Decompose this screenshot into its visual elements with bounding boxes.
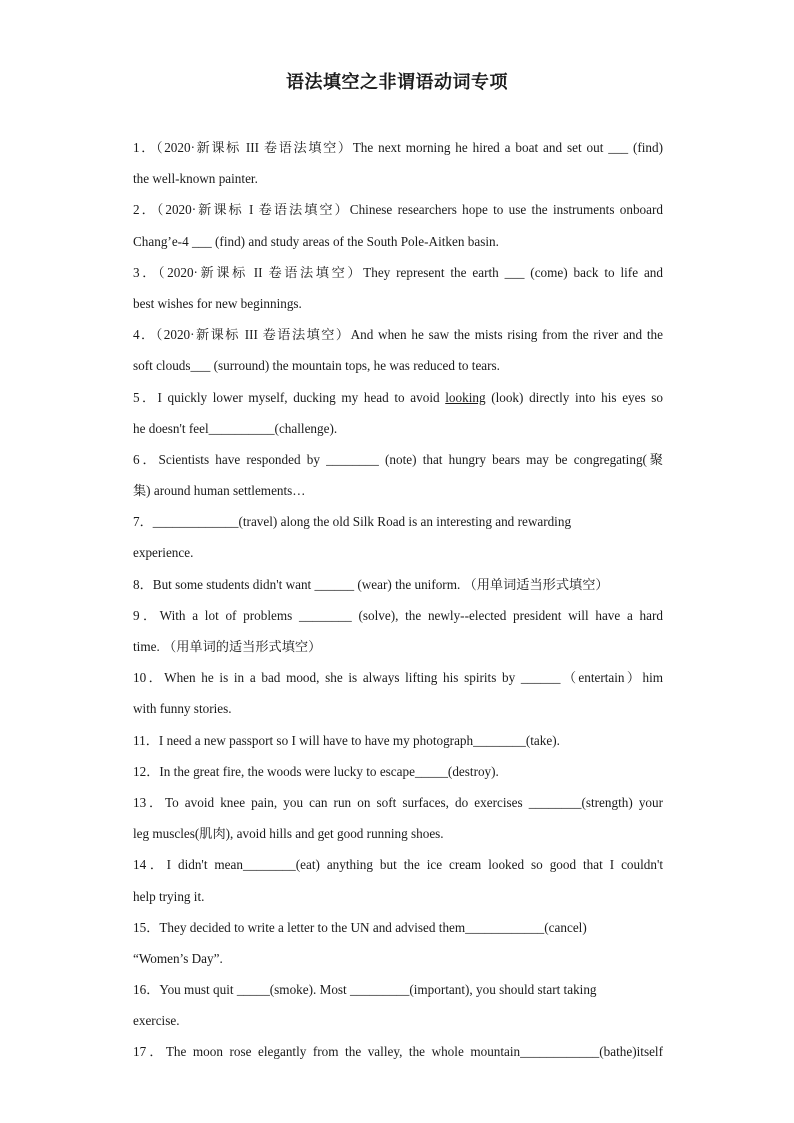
question-line: 6．Scientists have responded by ________ (note) that hungry bears may be congregating(聚	[133, 451, 663, 467]
question-line: time. （用单词的适当形式填空）	[133, 639, 322, 654]
question-line: exercise.	[133, 1013, 180, 1029]
question-line	[133, 382, 663, 413]
question-line: best wishes for new beginnings.	[133, 295, 302, 311]
question-line: experience.	[133, 545, 194, 561]
question-line: 10．When he is in a bad mood, she is always lifting his spirits by ______（entertain）him	[133, 670, 663, 686]
example-answer: looking	[445, 389, 486, 405]
question-text: (look) directly into his eyes so	[485, 389, 663, 405]
question-line: leg muscles(肌肉), avoid hills and get good running shoes.	[133, 826, 444, 842]
question-line: 集) around human settlements…	[133, 483, 306, 499]
question-line: 15．They decided to write a letter to the UN and advised them____________(cancel)	[133, 919, 587, 935]
question-line: he doesn't feel__________(challenge).	[133, 420, 338, 436]
question-line: the well-known painter.	[133, 171, 258, 187]
question-line: 17．The moon rose elegantly from the valley, the whole mountain____________(bathe)itself	[133, 1044, 663, 1060]
question-line: 12．In the great fire, the woods were lucky to escape_____(destroy).	[133, 763, 499, 779]
question-line: 4．（2020·新课标 III 卷语法填空）And when he saw the mists rising from the river and the	[133, 327, 663, 343]
question-line: 14．I didn't mean________(eat) anything but the ice cream looked so good that I couldn't	[133, 857, 663, 873]
question-line: Chang’e-4 ___ (find) and study areas of the South Pole-Aitken basin.	[133, 233, 499, 249]
question-line: 7．_____________(travel) along the old Silk Road is an interesting and rewarding	[133, 514, 572, 530]
question-line: 8．But some students didn't want ______ (wear) the uniform. （用单词适当形式填空）	[133, 576, 609, 592]
exercise-list	[133, 132, 663, 1068]
question-line: 11．I need a new passport so I will have to have my photograph________(take).	[133, 732, 560, 748]
question-line: 9．With a lot of problems ________ (solve), the newly--elected president will have a hard	[133, 607, 663, 623]
question-text: 5．I quickly lower myself, ducking my head to avoid	[133, 389, 446, 405]
question-line: 2．（2020·新课标 I 卷语法填空）Chinese researchers hope to use the instruments onboard	[133, 202, 663, 218]
question-line: 1．（2020·新课标 III 卷语法填空）The next morning he hired a boat and set out ___ (find)	[133, 140, 663, 155]
question-line: 3．（2020·新课标 II 卷语法填空）They represent the earth ___ (come) back to life and	[133, 264, 663, 280]
question-line: “Women’s Day”.	[133, 950, 223, 966]
question-line: soft clouds___ (surround) the mountain tops, he was reduced to tears.	[133, 358, 500, 374]
question-line: with funny stories.	[133, 701, 232, 717]
question-line: 13．To avoid knee pain, you can run on soft surfaces, do exercises ________(strength) your	[133, 794, 663, 810]
page-title: 语法填空之非谓语动词专项	[286, 72, 508, 93]
question-line: help trying it.	[133, 888, 205, 904]
question-line: 16．You must quit _____(smoke). Most _________(important), you should start taking	[133, 982, 597, 998]
